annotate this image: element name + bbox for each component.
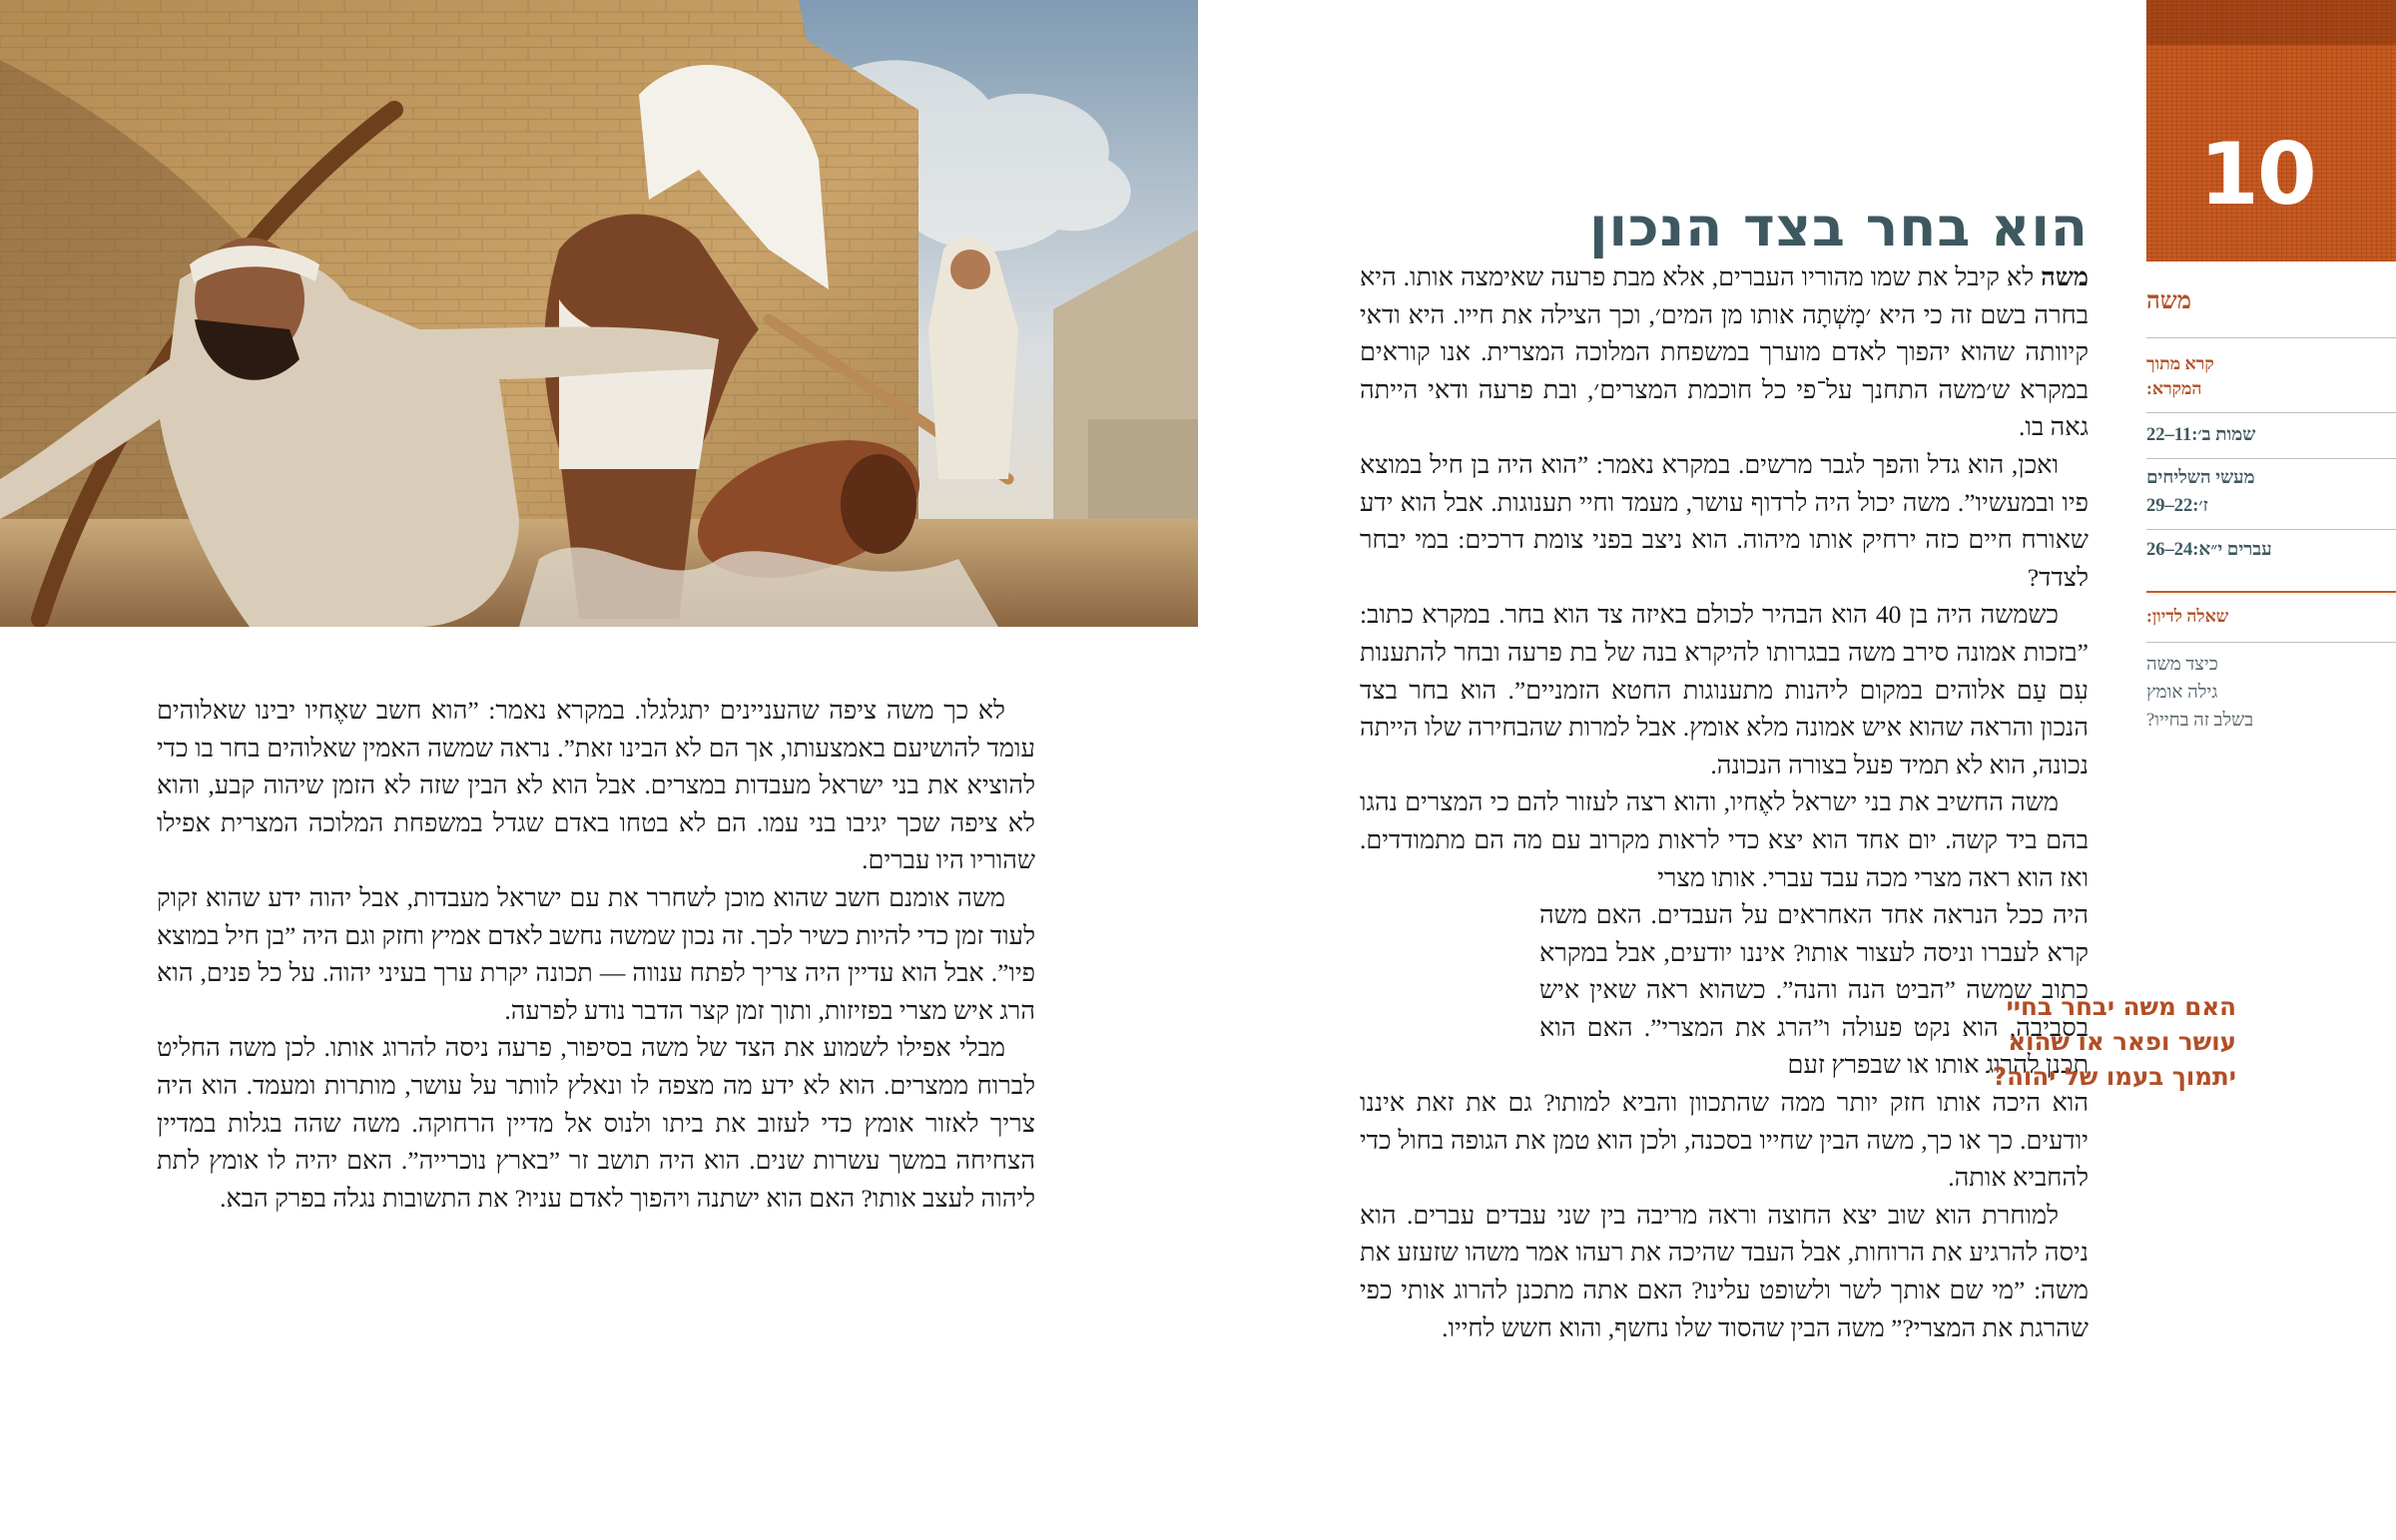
divider xyxy=(2146,529,2396,530)
read-label-line: קרא מתוך xyxy=(2146,353,2214,373)
reference-text: מעשי השליחים xyxy=(2146,468,2255,488)
sidebar-character xyxy=(2146,286,2396,316)
reference-text: עברים י״א:24–26 xyxy=(2146,540,2272,560)
question-line: גילה אומץ xyxy=(2146,683,2218,703)
left-paragraph: לא כך משה ציפה שהעניינים יתגלגלו. במקרא נאמר: ”הוא חשב שאֶחיו יבינו שאלוהים עומד להושיעם באמצעותו, אך הם לא הבינו זאת”. נראה שמשה האמין שאלוהים בחר בו כדי להוציא את בני ישראל מעבדות במצרים. אבל הוא לא הבין שזה לא הזמן שיהוה קבע, והוא לא ציפה שכך יגיבו בני עמו. הם לא בטחו באדם שגדל במשפחת המלוכה המצרית אפילו שהוריו היו עברים. xyxy=(157,696,1035,875)
paragraph-text: לא קיבל את שמו מהוריו העברים, אלא מבת פרעה שאימצה אותו. היא בחרה בשם זה כי היא ׳מָשְׁתָה אותו מן המים׳, וכך הצילה את חייו. היא ודאי קיוותה שהוא יהפוך לאדם מוערך במשפחת המלוכה המצרית. אנו קוראים במקרא ש׳משה התחנך על־פי כל חוכמת המצרים׳, ובת פרעה ודאי הייתה גאה בו. xyxy=(1360,262,2089,442)
divider xyxy=(2146,337,2396,338)
scripture-reference xyxy=(2146,537,2396,563)
lead-word: משה xyxy=(2041,262,2089,291)
pull-quote-line: עושר ופאר או שהוא xyxy=(2008,1027,2236,1056)
illustration-svg xyxy=(0,0,1198,627)
right-paragraph xyxy=(1360,258,2089,446)
left-paragraph: מבלי אפילו לשמוע את הצד של משה בסיפור, פרעה ניסה להרוג אותו. לכן משה החליט לברוח ממצרים. הוא לא ידע מה מצפה לו ונאלץ לוותר על עושר, מותרות ומעמד. הוא היה צריך לאזור אומץ כדי לעזוב את ביתו ולנוס אל מדיין הרחוקה. משה שהה בגלות במדיין הצחיחה במשך עשרות שנים. הוא היה תושב זר ”בארץ נוכרייה”. האם יהיה לו אומץ לתת ליהוה לעצב אותו? האם הוא ישתנה ויהפוך לאדם עניו? את התשובות נגלה בפרק הבא. xyxy=(157,1033,1035,1213)
chapter-title: הוא בחר בצד הנכון xyxy=(1588,196,2089,259)
right-paragraph: הוא היכה אותו חזק יותר ממה שהתכוון והביא למותו? גם את זאת איננו יודעים. כך או כך, משה הבין שחייו בסכנה, ולכן הוא טמן את הגופה בחול כדי להחביא אותה. xyxy=(1360,1088,2089,1193)
pull-quote-line: האם משה יבחר בחיי xyxy=(2006,992,2236,1021)
right-paragraph: משה החשיב את בני ישראל לאֶחיו, והוא רצה לעזור להם כי המצרים נהגו בהם ביד קשה. יום אחד הוא יצא כדי לראות מקרוב עם מה הם מתמודדים. ואז הוא ראה מצרי מכה עבד עברי. אותו מצרי xyxy=(1360,787,2089,892)
reference-text: ז׳:22–29 xyxy=(2146,496,2208,516)
pull-quote xyxy=(1987,989,2236,1094)
discussion-label-text: שאלה לדיון: xyxy=(2146,606,2229,626)
divider xyxy=(2146,412,2396,413)
reference-text: שמות ב׳:11–22 xyxy=(2146,425,2256,445)
left-paragraph: משה אומנם חשב שהוא מוכן לשחרר את עם ישראל מעבדות, אבל יהוה ידע שהוא זקוק לעוד זמן כדי להיות כשיר לכך. זה נכון שמשה נחשב לאדם אמיץ וחזק וגם היה ”בן חיל במוצא פיו”. אבל הוא עדיין היה צריך לפתח ענווה — תכונה יקרת ערך בעיני יהוה. על כל פנים, הוא הרג איש מצרי בפזיזות, ותוך זמן קצר הדבר נודע לפרעה. xyxy=(157,882,1035,1025)
pull-quote-line: יתמוך בעמו של יהוה? xyxy=(1992,1062,2236,1091)
discussion-label xyxy=(2146,604,2396,629)
right-page-text xyxy=(1360,258,2089,1346)
scripture-reference xyxy=(2146,464,2396,520)
divider-accent xyxy=(2146,591,2396,593)
discussion-question xyxy=(2146,651,2396,735)
divider xyxy=(2146,642,2396,643)
right-paragraph: ואכן, הוא גדל והפך לגבר מרשים. במקרא נאמר: ”הוא היה בן חיל במוצא פיו ובמעשיו”. משה יכול היה לרדוף עושר, מעמד וחיי תענוגות. אבל הוא ידע שאורח חיים כזה ירחיק אותו מיהוה. הוא ניצב בפני צומת דרכים: במי יבחר לצדד? xyxy=(1360,449,2089,592)
divider xyxy=(2146,458,2396,459)
sidebar-read-label xyxy=(2146,351,2396,401)
illustration-moses-sees-egyptian xyxy=(0,0,1198,627)
character-name: משה xyxy=(2146,288,2192,314)
question-line: בשלב זה בחייו? xyxy=(2146,711,2254,731)
chapter-badge xyxy=(2146,0,2396,261)
question-line: כיצד משה xyxy=(2146,655,2218,675)
chapter-number: 10 xyxy=(2199,125,2315,225)
right-paragraph: למוחרת הוא שוב יצא החוצה וראה מריבה בין שני עבדים עברים. הוא ניסה להרגיע את הרוחות, אבל העבד שהיכה את רעהו אמר משהו שזעזע את משה: ”מי שם אותך לשר ולשופט עלינו? האם אתה מתכנן להרוג אותי כפי שהרגת את המצרי?” משה הבין שהסוד שלו נחשף, והוא חשש לחייו. xyxy=(1360,1200,2089,1342)
right-paragraph: כשמשה היה בן 40 הוא הבהיר לכולם באיזה צד הוא בחר. במקרא כתוב: ”בזכות אמונה סירב משה בבגרותו להיקרא בנה של בת פרעה ובחר להתענות עִם עַם אלוהים במקום ליהנות מתענוגות החטא הזמניים”. הוא בחר בצד הנכון והראה שהוא איש אמונה מלא אומץ. אבל למרות שהבחירה שלו הייתה נכונה, הוא לא תמיד פעל בצורה הנכונה. xyxy=(1360,600,2089,779)
right-paragraph-wrapped: היה ככל הנראה אחד האחראים על העבדים. האם משה קרא לעברו וניסה לעצור אותו? איננו יודעים, אבל במקרא כתוב שמשה ”הביט הנה והנה”. כשהוא ראה שאין איש בסביבה, הוא נקט פעולה ו”הרג את המצרי”. האם הוא תכנן להרוג אותו או שבפרץ זעם xyxy=(1539,900,2089,1080)
pull-quote-wrap xyxy=(1360,896,2089,1084)
scripture-reference xyxy=(2146,422,2396,448)
badge-band xyxy=(2146,0,2396,45)
left-page-text xyxy=(157,692,1035,1217)
read-label-line: המקרא: xyxy=(2146,378,2202,398)
